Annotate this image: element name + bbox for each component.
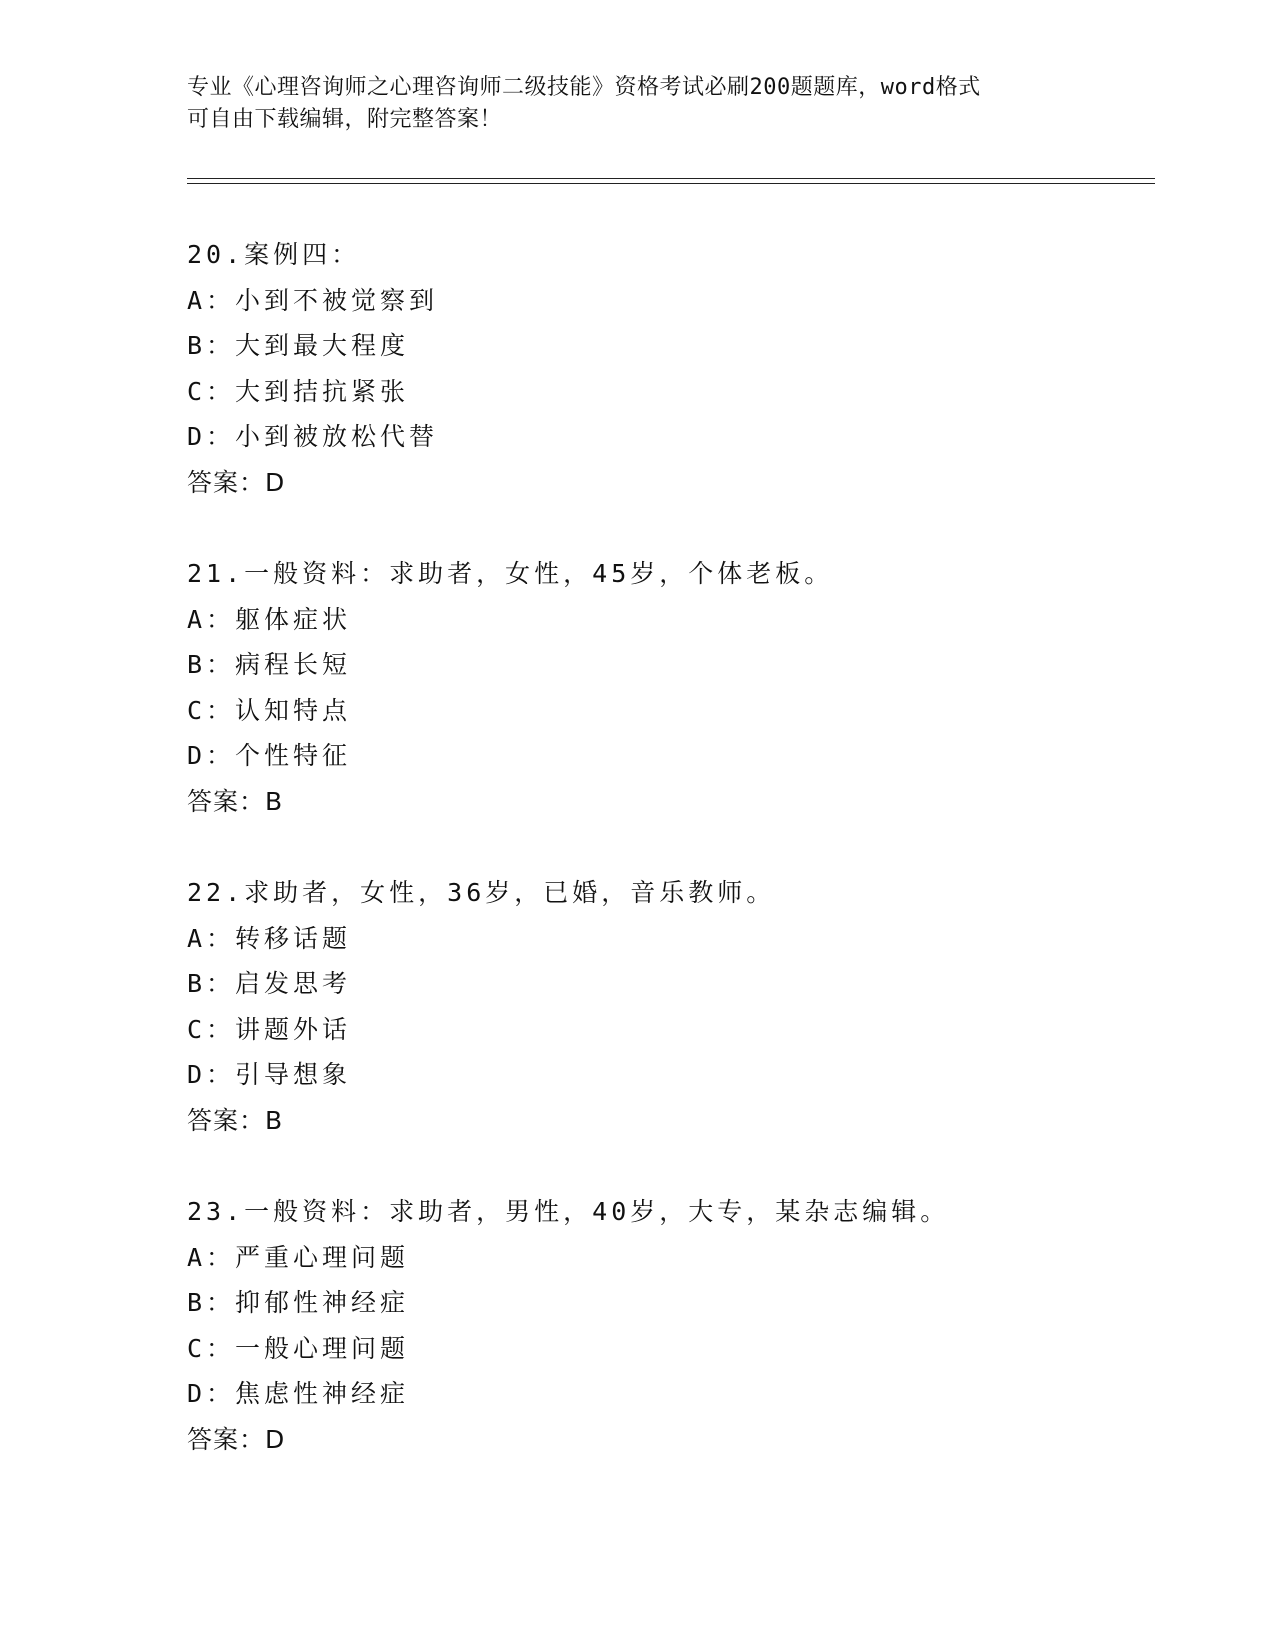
option-a: A：小到不被觉察到 bbox=[187, 285, 439, 315]
option-c: C：讲题外话 bbox=[187, 1014, 352, 1044]
option-a: A：转移话题 bbox=[187, 923, 352, 953]
option-b: B：启发思考 bbox=[187, 969, 352, 998]
document-header bbox=[187, 72, 1067, 136]
question-22 bbox=[187, 870, 1137, 1143]
header-divider-top bbox=[187, 178, 1155, 179]
question-stem: 20.案例四： bbox=[187, 240, 361, 269]
option-b: B：大到最大程度 bbox=[187, 331, 410, 360]
answer-label: 答案：D bbox=[187, 1424, 286, 1454]
option-c: C：认知特点 bbox=[187, 695, 352, 725]
question-21 bbox=[187, 551, 1137, 824]
option-d: D：引导想象 bbox=[187, 1060, 352, 1089]
option-d: D：个性特征 bbox=[187, 741, 352, 770]
question-stem: 21.一般资料：求助者，女性，45岁，个体老板。 bbox=[187, 559, 834, 588]
header-title-line-2: 可自由下载编辑，附完整答案！ bbox=[187, 107, 503, 132]
answer-label: 答案：D bbox=[187, 467, 286, 497]
question-20 bbox=[187, 232, 1137, 505]
header-title-line-1: 专业《心理咨询师之心理咨询师二级技能》资格考试必刷200题题库，word格式 bbox=[187, 75, 981, 100]
option-b: B：抑郁性神经症 bbox=[187, 1288, 410, 1317]
answer-label: 答案：B bbox=[187, 786, 284, 816]
question-23 bbox=[187, 1189, 1137, 1462]
option-d: D：焦虑性神经症 bbox=[187, 1379, 410, 1408]
option-a: A：躯体症状 bbox=[187, 604, 352, 634]
option-a: A：严重心理问题 bbox=[187, 1242, 410, 1272]
question-stem: 22.求助者，女性，36岁，已婚，音乐教师。 bbox=[187, 878, 776, 907]
header-divider-bottom bbox=[187, 183, 1155, 184]
answer-label: 答案：B bbox=[187, 1105, 284, 1135]
option-d: D：小到被放松代替 bbox=[187, 422, 439, 451]
option-c: C：大到拮抗紧张 bbox=[187, 376, 410, 406]
question-stem: 23.一般资料：求助者，男性，40岁，大专，某杂志编辑。 bbox=[187, 1197, 950, 1226]
option-b: B：病程长短 bbox=[187, 650, 352, 679]
option-c: C：一般心理问题 bbox=[187, 1333, 410, 1363]
